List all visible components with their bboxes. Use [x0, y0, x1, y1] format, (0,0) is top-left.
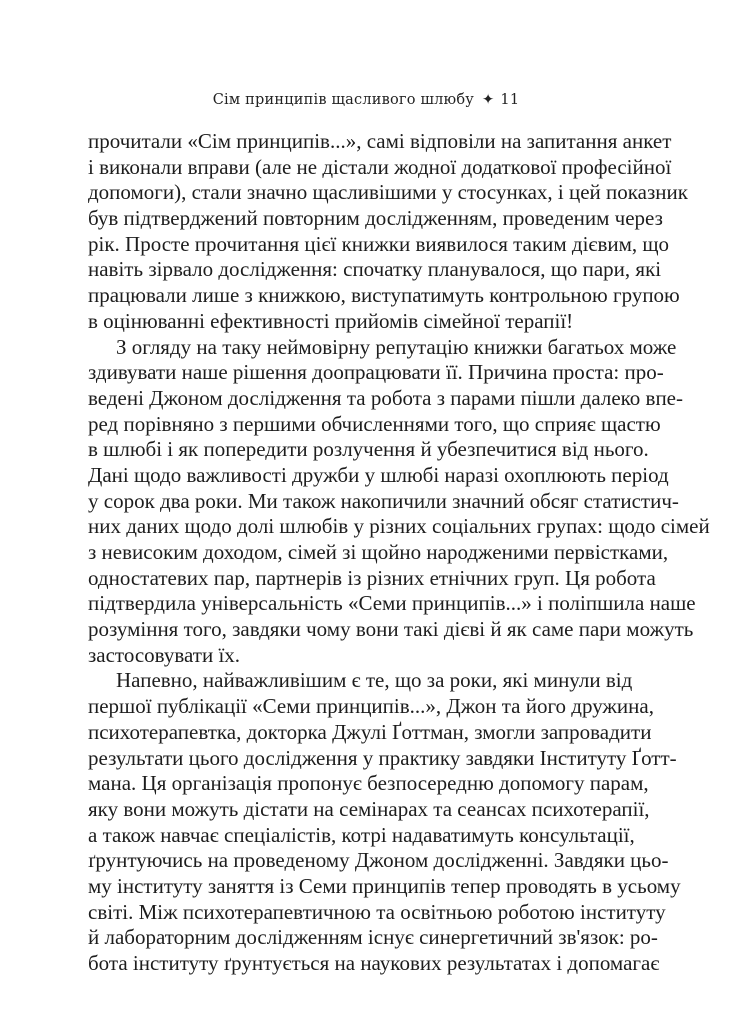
text-line: одностатевих пар, партнерів із різних етнічних груп. Ця робота	[88, 565, 656, 590]
text-line: а також навчає спеціалістів, котрі надаватимуть консультації,	[88, 822, 635, 847]
text-line: результати цього дослідження у практику завдяки Інституту Ґотт-	[88, 745, 677, 770]
text-line: застосовувати їх.	[88, 642, 241, 667]
text-line: бота інституту ґрунтується на наукових результатах і допомагає	[88, 951, 660, 975]
text-line: мана. Ця організація пропонує безпосередню допомогу парам,	[88, 771, 649, 796]
text-line: Напевно, найважливішим є те, що за роки, які минули від	[116, 668, 633, 693]
text-line: ґрунтуючись на проведеному Джоном дослідженні. Завдяки цьо-	[88, 848, 669, 873]
page-number: 11	[500, 92, 520, 108]
text-line: першої публікації «Семи принципів...», Джон та його дружина,	[88, 694, 654, 719]
text-line: Дані щодо важливості дружби у шлюбі наразі охоплюють період	[88, 462, 669, 487]
paragraph	[88, 334, 710, 669]
text-line: й лабораторним дослідженням існує синергетичний зв'язок: ро-	[88, 925, 658, 950]
text-line: З огляду на таку неймовірну репутацію книжки багатьох може	[116, 334, 677, 359]
text-line: психотерапевтка, докторка Джулі Ґоттман, змогли запровадити	[88, 719, 652, 744]
text-line: му інституту заняття із Семи принципів тепер проводять в усьому	[88, 873, 681, 898]
text-line: світі. Між психотерапевтичною та освітньою роботою інституту	[88, 899, 666, 924]
text-line: прочитали «Сім принципів...», самі відповіли на запитання анкет	[88, 129, 672, 153]
text-line: був підтверджений повторним дослідженням, проведеним через	[88, 206, 663, 231]
text-line: з невисоким доходом, сімей зі щойно народженими первістками,	[88, 540, 669, 564]
text-line: допомоги), стали значно щасливішими у стосунках, і цей показник	[88, 180, 688, 205]
text-line: і виконали вправи (але не дістали жодної додаткової професійної	[88, 154, 672, 179]
paragraph	[88, 668, 681, 976]
text-line: працювали лише з книжкою, виступатимуть контрольною групою	[88, 283, 680, 308]
text-line: у сорок два роки. Ми також накопичили значний обсяг статистич-	[88, 488, 679, 513]
text-line: в оцінюванні ефективності прийомів сімейної терапії!	[88, 308, 574, 333]
text-line: рік. Просте прочитання цієї книжки виявилося таким дієвим, що	[88, 231, 670, 256]
body-text	[88, 129, 710, 977]
text-line: підтвердила універсальність «Семи принципів...» і поліпшила наше	[88, 591, 696, 616]
ornament-star-icon: ✦	[482, 92, 495, 108]
text-line: в шлюбі і як попередити розлучення й убезпечитися від нього.	[88, 437, 649, 462]
running-head	[0, 92, 732, 108]
text-line: здивувати наше рішення доопрацювати її. Причина проста: про-	[88, 360, 664, 385]
text-line: них даних щодо долі шлюбів у різних соціальних групах: щодо сімей	[88, 514, 710, 539]
running-head-title: Сім принципів щасливого шлюбу	[212, 92, 475, 108]
text-line: навіть зірвало дослідження: спочатку планувалося, що пари, які	[88, 257, 662, 282]
text-line: розуміння того, завдяки чому вони такі дієві й як саме пари можуть	[88, 617, 694, 642]
text-line: ведені Джоном дослідження та робота з парами пішли далеко впе-	[88, 385, 683, 410]
text-line: ред порівняно з першими обчисленнями того, що сприяє щастю	[88, 411, 661, 436]
paragraph	[88, 129, 688, 335]
text-line: яку вони можуть дістати на семінарах та сеансах психотерапії,	[88, 796, 650, 821]
